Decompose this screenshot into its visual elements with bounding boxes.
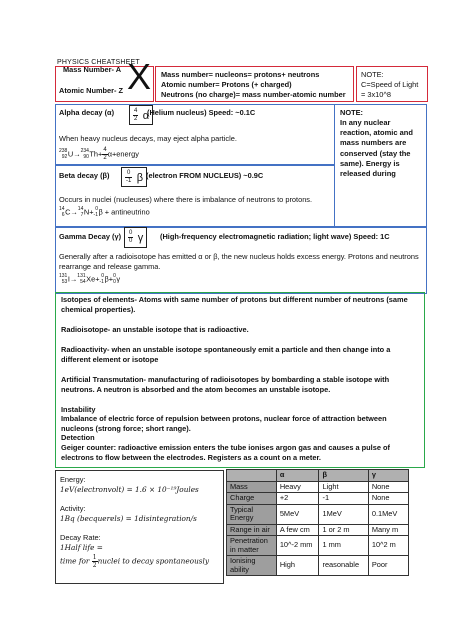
page-title: PHYSICS CHEATSHEET (57, 59, 140, 66)
u-atomic: 92 (61, 153, 68, 160)
gb-atomic: -1 (99, 278, 104, 285)
g-atomic: 0 (113, 278, 116, 285)
radioisotope-definition: Radioisotope- an unstable isotope that is radioactive. (61, 325, 249, 334)
half-life-definition (60, 554, 209, 569)
th-atomic: 90 (83, 153, 89, 160)
half-frac-bottom: 2 (92, 562, 97, 569)
element-symbol-x: X (127, 56, 152, 97)
alpha-text: When heavy nucleus decays, may eject alpha particle. (59, 134, 237, 143)
g-symbol: γ (116, 274, 121, 284)
table-cell: A few cm (276, 524, 319, 536)
beta-eq-tail: β + antineutrino (98, 207, 150, 217)
beta-decay-section (55, 164, 335, 228)
n-mass: 14 (77, 206, 84, 212)
i-symbol: I (67, 274, 70, 284)
beta-text: Occurs in nuclei (nucleuses) where there is imbalance of neutrons to protons. (59, 195, 313, 204)
gamma-decay-label: Gamma Decay (γ) (59, 232, 122, 241)
alpha-frac-bottom: 2 (134, 116, 138, 123)
transmutation-definition: Artificial Transmutation- manufacturing of radioisotopes by bombarding a stable isotope with neutrons. A neutron is absorbed and the atom becomes an unstable isotope. (61, 375, 390, 394)
table-header-cell (227, 470, 277, 482)
speed-of-light-note (356, 66, 428, 102)
nucleon-definitions-box (155, 66, 354, 102)
gamma-description: (High-frequency electromagnetic radiation; light wave) Speed: 1C (160, 232, 390, 241)
th-symbol: Th (89, 149, 99, 159)
table-cell: 0.1MeV (368, 504, 408, 524)
table-cell: reasonable (319, 556, 368, 576)
table-cell: 1 or 2 m (319, 524, 368, 536)
table-cell: +2 (276, 493, 319, 505)
gb-mass: 0 (101, 273, 104, 279)
table-cell: -1 (319, 493, 368, 505)
gamma-symbol: γ (137, 231, 144, 244)
table-header-gamma: γ (368, 470, 408, 482)
atomic-number-label: Atomic Number- Z (59, 86, 124, 95)
alpha-description: (Helium nucleus) Speed: ~0.1C (147, 108, 256, 117)
beta-frac (125, 170, 132, 185)
g-mass: 0 (113, 273, 116, 279)
gamma-text: Generally after a radioisotope has emitted α or β, the new nucleus holds excess energy. Protons and neutrons rearrange and release gamma. (59, 252, 419, 271)
alpha-decay-section (55, 104, 335, 166)
radiation-properties-table (226, 469, 409, 576)
decay-rate-label: Decay Rate: (60, 533, 101, 542)
table-row (227, 481, 409, 493)
table-cell: Light (319, 481, 368, 493)
c-symbol: C (65, 207, 71, 217)
activity-formula: 1Bq (becquerels) = 1disintegration/s (60, 514, 197, 523)
table-cell: High (276, 556, 319, 576)
u-mass: 238 (59, 148, 68, 154)
instability-title: Instability (61, 405, 96, 414)
th-mass: 234 (80, 148, 89, 154)
half-frac-top: 1 (92, 554, 97, 561)
gamma-frac-top: 0 (129, 230, 133, 237)
table-cell: 1MeV (319, 504, 368, 524)
b-atomic: -1 (93, 211, 98, 218)
atomic-number-definition: Atomic number= Protons (+ charged) (161, 80, 292, 89)
table-cell: Many m (368, 524, 408, 536)
mass-number-definition: Mass number= nucleons= protons+ neutrons (161, 70, 320, 79)
table-cell: 10^2 m (368, 536, 408, 556)
i-atomic: 53 (61, 278, 68, 285)
table-cell: Poor (368, 556, 408, 576)
row-label: Typical Energy (227, 504, 277, 524)
row-label: Mass (227, 481, 277, 493)
isotopes-definition: Isotopes of elements- Atoms with same number of protons but different number of neutrons (same chemical properties). (61, 295, 408, 314)
n-symbol: N (83, 207, 90, 217)
detection-text: Geiger counter: radioactive emission enters the tube ionises argon gas and causes a pulse of electrons to flow between the electrodes. Registers as a count on a meter. (61, 443, 390, 462)
alpha-eq-mass: 4 (103, 147, 107, 153)
xe-atomic: 54 (80, 278, 86, 285)
note-line-2: = 3x10^8 (361, 90, 391, 99)
table-row (227, 524, 409, 536)
alpha-frac-top: 4 (134, 108, 138, 115)
table-cell: 1 mm (319, 536, 368, 556)
table-row (227, 536, 409, 556)
beta-equation: 14 6 C→ 14 7 N+ 0 -1 β + antineutrino (59, 206, 150, 218)
row-label: Penetration in matter (227, 536, 277, 556)
beta-decay-label: Beta decay (β) (59, 171, 110, 180)
xe-mass: 131 (77, 273, 86, 279)
alpha-equation: 238 92 U→ 234 90 Th+ $\frac{4}{2}$ α+energy (59, 147, 139, 161)
beta-notation (121, 167, 147, 187)
table-cell: 5MeV (276, 504, 319, 524)
row-label: Charge (227, 493, 277, 505)
table-header-beta: β (319, 470, 368, 482)
xe-nums (77, 274, 85, 285)
row-label: Range in air (227, 524, 277, 536)
u-symbol: U (67, 149, 74, 159)
b-mass: 0 (95, 206, 98, 212)
table-row (227, 556, 409, 576)
row-label: Ionising ability (227, 556, 277, 576)
gamma-frac (128, 230, 133, 245)
i-nums (59, 274, 67, 285)
note-line-1: C=Speed of Light (361, 80, 419, 89)
i-mass: 131 (59, 273, 68, 279)
half-life-formula: 1Half life = (60, 543, 103, 552)
mass-number-label: Mass Number- A (63, 65, 122, 74)
neutrons-definition: Neutrons (no charge)= mass number-atomic number (161, 90, 346, 99)
n-atomic: 7 (80, 211, 84, 218)
gamma-frac-bottom: 0 (129, 238, 133, 245)
formulas-box (55, 470, 224, 584)
th-nums (81, 149, 89, 160)
half-life-post: nuclei to decay spontaneously (97, 556, 209, 566)
radioactivity-definition: Radioactivity- when an unstable isotope spontaneously emit a particle and then change into a different element or isotope (61, 345, 391, 364)
alpha-symbol: α (142, 109, 150, 122)
gb-symbol: β (104, 274, 109, 284)
activity-label: Activity: (60, 504, 86, 513)
xe-symbol: Xe (86, 274, 96, 284)
beta-frac-top: 0 (127, 170, 131, 177)
detection-title: Detection (61, 433, 95, 442)
c-nums (59, 207, 65, 218)
table-cell: Heavy (276, 481, 319, 493)
table-header-alpha: α (276, 470, 319, 482)
table-header-row (227, 470, 409, 482)
note-title: NOTE: (361, 70, 384, 79)
beta-description: (electron FROM NUCLEUS) ~0.9C (146, 171, 264, 180)
side-note-body: In any nuclear reaction, atomic and mass numbers are conserved (stay the same). Energy is released during (340, 118, 413, 178)
table-row (227, 493, 409, 505)
c-atomic: 6 (61, 211, 65, 218)
half-life-pre: time for (60, 556, 90, 566)
table-cell: 10^-2 mm (276, 536, 319, 556)
side-note-title: NOTE: (340, 108, 363, 117)
conservation-note (334, 104, 427, 228)
n-nums (78, 207, 84, 218)
isotopes-section (55, 292, 425, 468)
c-mass: 14 (59, 206, 65, 212)
gamma-equation: 131 53 I→ 131 54 Xe+ 0 -1 β+ 0 0 γ (59, 273, 121, 285)
alpha-eq-tail: α+energy (107, 149, 139, 159)
alpha-eq-atomic: 2 (103, 155, 107, 161)
table-cell: None (368, 481, 408, 493)
table-cell: None (368, 493, 408, 505)
energy-formula: 1eV(electronvolt) = 1.6 × 10⁻¹⁹Joules (60, 485, 199, 494)
instability-text: Imbalance of electric force of repulsion between protons, nuclear force of attraction between nucleons (strong force; short range). (61, 414, 387, 433)
alpha-frac (133, 108, 138, 123)
alpha-decay-label: Alpha decay (α) (59, 108, 115, 117)
beta-symbol: β (136, 171, 144, 184)
beta-frac-bottom: -1 (126, 178, 132, 185)
gamma-decay-section (55, 226, 427, 294)
gamma-notation (124, 227, 147, 248)
u-nums (59, 149, 67, 160)
energy-label: Energy: (60, 475, 86, 484)
table-row (227, 504, 409, 524)
